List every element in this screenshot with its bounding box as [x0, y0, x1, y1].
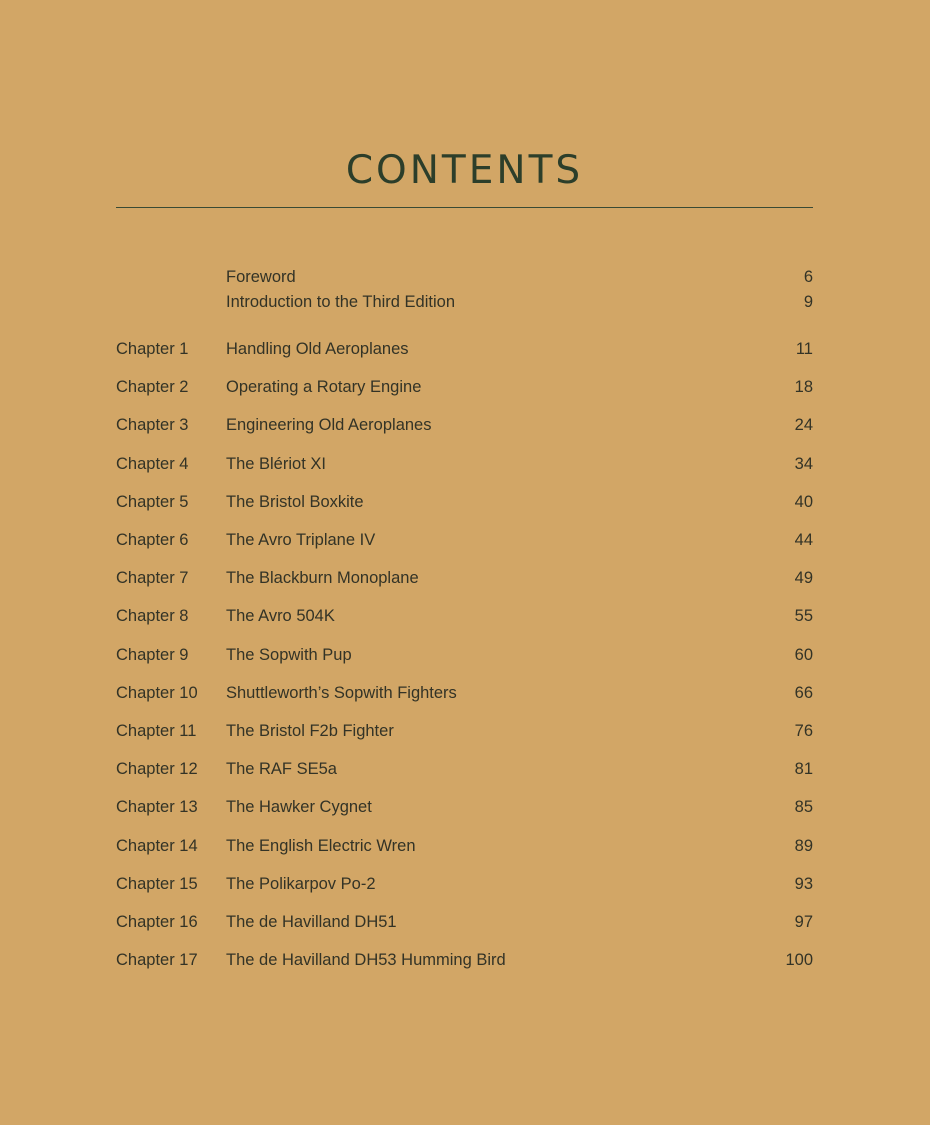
toc-entry-chapter-12[interactable] [116, 757, 813, 781]
entry-title: The Avro Triplane IV [226, 531, 376, 549]
toc-entry-chapter-3[interactable] [116, 413, 813, 437]
entry-page-number: 9 [803, 293, 813, 311]
entry-title: The Blériot XI [226, 455, 326, 473]
toc-entry-foreword[interactable] [116, 265, 813, 289]
entry-page-number: 55 [794, 607, 813, 625]
entry-page-number: 24 [794, 416, 813, 434]
entry-page-number: 18 [794, 378, 813, 396]
chapter-label: Chapter 4 [116, 455, 189, 473]
entry-title: The Blackburn Monoplane [226, 569, 419, 587]
entry-title: The de Havilland DH51 [226, 913, 397, 931]
entry-title: The RAF SE5a [226, 760, 337, 778]
entry-page-number: 40 [794, 493, 813, 511]
entry-title: The Bristol Boxkite [226, 493, 364, 511]
chapter-label: Chapter 9 [116, 646, 189, 664]
entry-page-number: 81 [794, 760, 813, 778]
entry-page-number: 44 [794, 531, 813, 549]
chapter-label: Chapter 10 [116, 684, 198, 702]
entry-page-number: 66 [794, 684, 813, 702]
chapter-label: Chapter 6 [116, 531, 189, 549]
toc-entry-chapter-14[interactable] [116, 834, 813, 858]
entry-title: The Polikarpov Po-2 [226, 875, 376, 893]
entry-page-number: 11 [795, 340, 813, 358]
entry-page-number: 6 [803, 268, 813, 286]
toc-entry-chapter-16[interactable] [116, 910, 813, 934]
toc-entry-chapter-17[interactable] [116, 948, 813, 972]
entry-title: Shuttleworth’s Sopwith Fighters [226, 684, 457, 702]
toc-entry-chapter-13[interactable] [116, 795, 813, 819]
entry-title: The Hawker Cygnet [226, 798, 372, 816]
entry-page-number: 34 [794, 455, 813, 473]
chapter-label: Chapter 12 [116, 760, 198, 778]
chapter-label: Chapter 1 [116, 340, 189, 358]
entry-page-number: 93 [794, 875, 813, 893]
toc-entry-chapter-6[interactable] [116, 528, 813, 552]
toc-entry-chapter-7[interactable] [116, 566, 813, 590]
toc-entry-chapter-2[interactable] [116, 375, 813, 399]
entry-page-number: 100 [785, 951, 813, 969]
entry-title: Handling Old Aeroplanes [226, 340, 409, 358]
chapter-label: Chapter 13 [116, 798, 198, 816]
toc-entry-chapter-9[interactable] [116, 643, 813, 667]
chapter-label: Chapter 7 [116, 569, 189, 587]
chapter-label: Chapter 5 [116, 493, 189, 511]
entry-title: The English Electric Wren [226, 837, 416, 855]
entry-title: The Avro 504K [226, 607, 335, 625]
entry-page-number: 97 [794, 913, 813, 931]
toc-entry-chapter-8[interactable] [116, 604, 813, 628]
toc-entry-chapter-5[interactable] [116, 490, 813, 514]
entry-page-number: 60 [794, 646, 813, 664]
entry-title: The Bristol F2b Fighter [226, 722, 394, 740]
chapter-label: Chapter 2 [116, 378, 189, 396]
entry-title: Operating a Rotary Engine [226, 378, 422, 396]
toc-entry-chapter-10[interactable] [116, 681, 813, 705]
entry-title: Introduction to the Third Edition [226, 293, 456, 311]
chapter-label: Chapter 15 [116, 875, 198, 893]
chapter-label: Chapter 14 [116, 837, 198, 855]
chapter-label: Chapter 8 [116, 607, 189, 625]
toc-entry-chapter-15[interactable] [116, 872, 813, 896]
entry-title: Engineering Old Aeroplanes [226, 416, 432, 434]
toc-entry-chapter-4[interactable] [116, 452, 813, 476]
entry-page-number: 89 [794, 837, 813, 855]
chapter-label: Chapter 16 [116, 913, 198, 931]
page-title: CONTENTS [345, 148, 584, 193]
entry-title: Foreword [226, 268, 296, 286]
chapter-label: Chapter 3 [116, 416, 189, 434]
chapter-label: Chapter 11 [116, 722, 197, 740]
title-divider [116, 207, 813, 208]
entry-title: The de Havilland DH53 Humming Bird [226, 951, 506, 969]
entry-title: The Sopwith Pup [226, 646, 352, 664]
chapter-label: Chapter 17 [116, 951, 198, 969]
toc-entry-introduction[interactable] [116, 290, 813, 314]
entry-page-number: 49 [794, 569, 813, 587]
toc-entry-chapter-1[interactable] [116, 337, 813, 361]
entry-page-number: 76 [794, 722, 813, 740]
entry-page-number: 85 [794, 798, 813, 816]
toc-entry-chapter-11[interactable] [116, 719, 813, 743]
